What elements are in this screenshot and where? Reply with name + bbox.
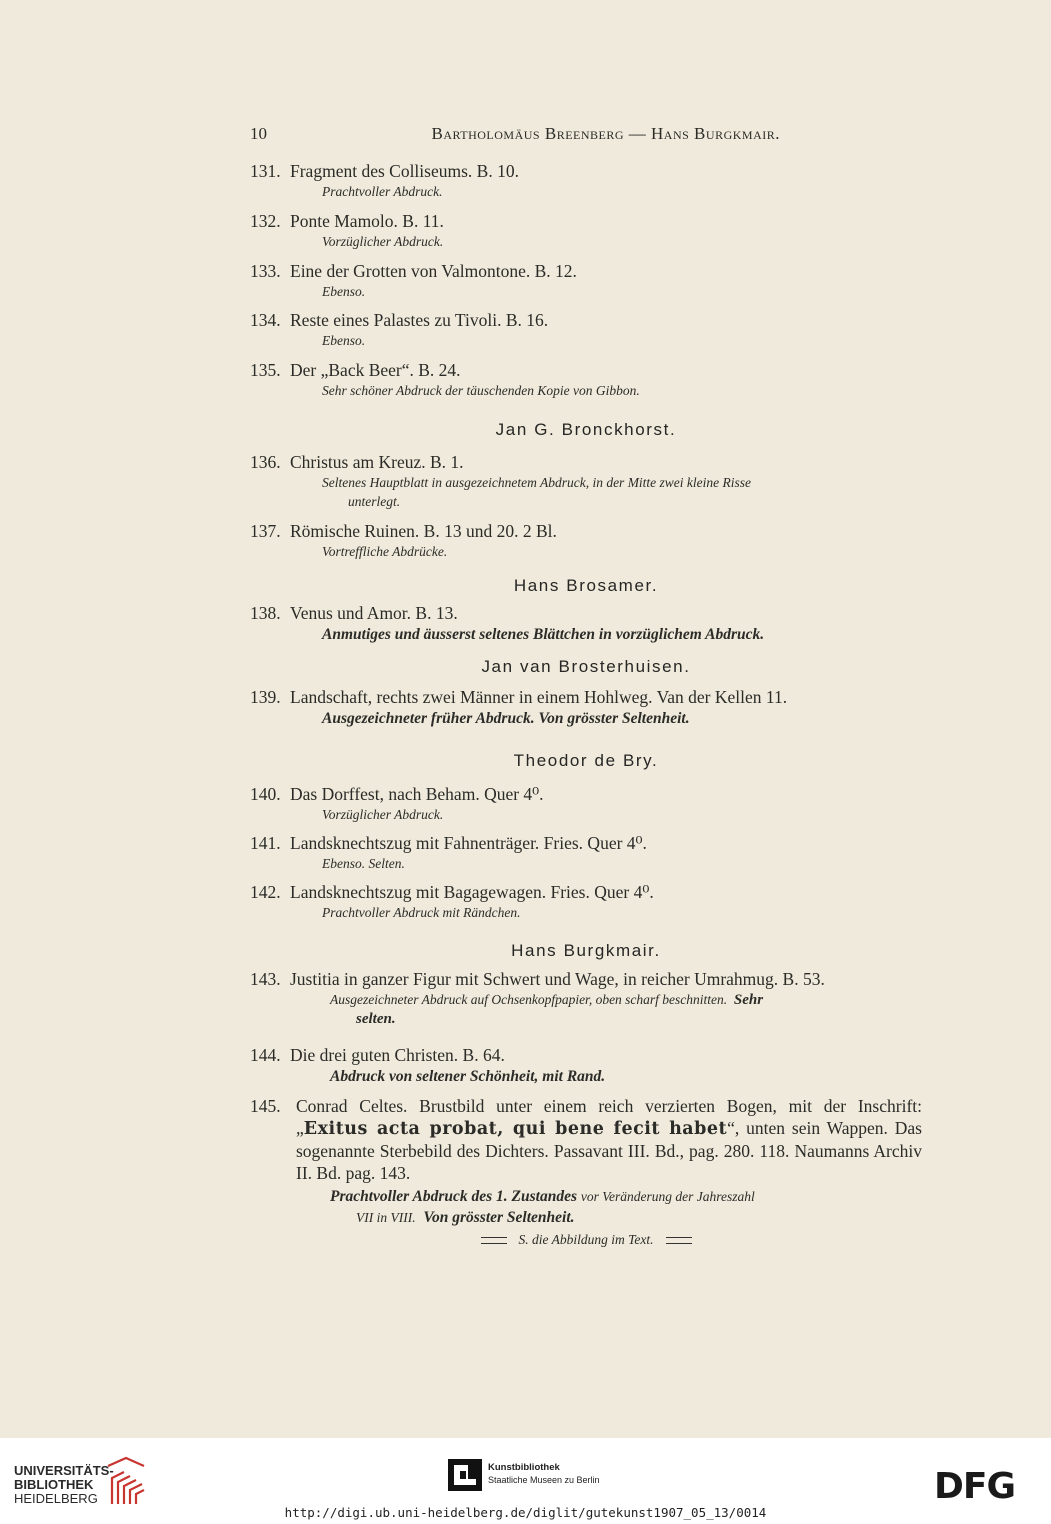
entry-note: Ebenso. xyxy=(322,333,366,348)
entry-title: Landschaft, rechts zwei Männer in einem Hohlweg. Van der Kellen 11. xyxy=(290,687,788,707)
entry-number: 140. xyxy=(250,784,281,804)
catalog-entry-132 xyxy=(250,210,922,251)
entry-note: Prachtvoller Abdruck. xyxy=(322,184,443,199)
entry-note-bold-b: Von grösster Seltenheit. xyxy=(423,1209,575,1226)
entry-note-emphasis: Sehr xyxy=(733,992,764,1008)
entry-number: 133. xyxy=(250,261,281,281)
catalog-entry-133 xyxy=(250,260,922,301)
library-logo-text[interactable] xyxy=(14,1464,114,1506)
entry-title: Justitia in ganzer Figur mit Schwert und Wage, in reicher Umrahmug. B. 53. xyxy=(290,969,825,989)
entry-number: 134. xyxy=(250,310,281,330)
entry-number: 138. xyxy=(250,603,281,623)
entry-title: Römische Ruinen. B. 13 und 20. 2 Bl. xyxy=(290,521,557,541)
entry-title: Eine der Grotten von Valmontone. B. 12. xyxy=(290,261,577,281)
entry-note-bold: Prachtvoller Abdruck des 1. Zustandes xyxy=(330,1188,578,1205)
entry-note-continuation: selten. xyxy=(356,1011,396,1027)
kb-subtitle: Staatliche Museen zu Berlin xyxy=(488,1475,600,1485)
entry-note-continuation: unterlegt. xyxy=(348,494,401,509)
figure-reference xyxy=(250,1230,922,1249)
catalog-entry-135 xyxy=(250,359,922,400)
entry-title: Die drei guten Christen. B. 64. xyxy=(290,1045,505,1065)
entry-number: 136. xyxy=(250,452,281,472)
entry-note: Vorzüglicher Abdruck. xyxy=(322,807,444,822)
entry-text-a: Conrad Celtes. Brustbild unter einem reich verzierten Bogen, mit der Inschrift: „ xyxy=(296,1096,922,1138)
entry-note: Ebenso. xyxy=(322,284,366,299)
entry-body xyxy=(250,1095,922,1184)
catalog-entry-145 xyxy=(250,1095,922,1249)
double-rule-right xyxy=(666,1237,692,1244)
entry-note-continuation xyxy=(330,1207,922,1228)
catalog-entry-134 xyxy=(250,309,922,350)
section-heading-brosamer: Hans Brosamer. xyxy=(513,576,659,595)
entry-note xyxy=(250,473,922,511)
entry-note: Prachtvoller Abdruck mit Rändchen. xyxy=(322,905,521,920)
entry-note-text: Ausgezeichneter Abdruck auf Ochsenkopfpapier, oben scharf beschnitten. xyxy=(330,992,728,1007)
entry-number: 135. xyxy=(250,360,281,380)
dfg-logo[interactable]: DFG xyxy=(934,1466,1016,1507)
entry-note xyxy=(250,1186,922,1228)
entry-note: Vortreffliche Abdrücke. xyxy=(322,544,448,559)
entry-number: 143. xyxy=(250,969,281,989)
entry-note-italic: vor Veränderung der Jahreszahl xyxy=(580,1189,755,1204)
entry-note-text: Seltenes Hauptblatt in ausgezeichnetem Abdruck, in der Mitte zwei kleine Risse xyxy=(322,475,752,490)
entry-number: 137. xyxy=(250,521,281,541)
entry-note: Anmutiges und äusserst seltenes Blättchen in vorzüglichem Abdruck. xyxy=(322,626,765,643)
entry-number: 131. xyxy=(250,161,281,181)
entry-note: Abdruck von seltener Schönheit, mit Rand. xyxy=(330,1068,606,1085)
catalog-entry-142 xyxy=(250,881,922,922)
catalog-entry-139 xyxy=(250,686,922,729)
entry-inscription: Exitus acta probat, qui bene fecit habet xyxy=(303,1119,728,1139)
entry-number: 142. xyxy=(250,882,281,902)
ub-heidelberg-logo-icon[interactable] xyxy=(104,1456,148,1508)
page-header xyxy=(250,124,780,146)
entry-number: 132. xyxy=(250,211,281,231)
entry-number: 141. xyxy=(250,833,281,853)
figure-reference-text: S. die Abbildung im Text. xyxy=(518,1232,654,1247)
entry-title: Landsknechtszug mit Bagagewagen. Fries. Quer 4⁰. xyxy=(290,882,654,902)
entry-title: Das Dorffest, nach Beham. Quer 4⁰. xyxy=(290,784,544,804)
entry-note: Ebenso. Selten. xyxy=(322,856,405,871)
entry-title: Der „Back Beer“. B. 24. xyxy=(290,360,461,380)
section-heading-bry: Theodor de Bry. xyxy=(513,751,659,770)
entry-title: Landsknechtszug mit Fahnenträger. Fries. Quer 4⁰. xyxy=(290,833,647,853)
catalog-entry-141 xyxy=(250,832,922,873)
catalog-entry-143 xyxy=(250,968,922,1029)
section-heading-brosterhuisen: Jan van Brosterhuisen. xyxy=(481,657,691,676)
section-heading-burgkmair: Hans Burgkmair. xyxy=(511,941,661,960)
catalog-entry-136 xyxy=(250,451,922,511)
kb-name: Kunstbibliothek xyxy=(488,1462,560,1473)
entry-text-b: “, unten sein Wappen. Das sogenannte Sterbebild des Dichters. Passavant III. Bd., pag. 280. 118. Naumanns Archiv II. Bd. pag. 143. xyxy=(296,1118,922,1183)
catalog-entry-140 xyxy=(250,783,922,824)
entry-title: Reste eines Palastes zu Tivoli. B. 16. xyxy=(290,310,549,330)
entry-number: 144. xyxy=(250,1045,281,1065)
kunstbibliothek-text xyxy=(488,1461,600,1487)
library-name-line2: BIBLIOTHEK xyxy=(14,1477,94,1492)
entry-number: 139. xyxy=(250,687,281,707)
entry-title: Venus und Amor. B. 13. xyxy=(290,603,458,623)
entry-title: Fragment des Colliseums. B. 10. xyxy=(290,161,519,181)
entry-title: Christus am Kreuz. B. 1. xyxy=(290,452,464,472)
catalog-entry-131 xyxy=(250,160,922,201)
double-rule-left xyxy=(481,1237,507,1244)
library-name-line3: HEIDELBERG xyxy=(14,1491,98,1506)
entry-number: 145. xyxy=(250,1096,281,1116)
entry-note-cont-text: VII in VIII. xyxy=(356,1210,416,1225)
catalog-entry-144 xyxy=(250,1044,922,1087)
permalink-url[interactable]: http://digi.ub.uni-heidelberg.de/diglit/gutekunst1907_05_13/0014 xyxy=(284,1505,767,1520)
library-name-line1: UNIVERSITÄTS- xyxy=(14,1463,114,1478)
entry-note: Ausgezeichneter früher Abdruck. Von grösster Seltenheit. xyxy=(322,710,690,727)
page-number: 10 xyxy=(250,124,267,143)
catalog-entry-137 xyxy=(250,520,922,561)
entry-title: Ponte Mamolo. B. 11. xyxy=(290,211,444,231)
catalog-entry-138 xyxy=(250,602,922,645)
entry-note: Sehr schöner Abdruck der täuschenden Kopie von Gibbon. xyxy=(322,383,640,398)
entry-note: Vorzüglicher Abdruck. xyxy=(322,234,444,249)
kunstbibliothek-logo-icon[interactable] xyxy=(448,1459,482,1491)
section-heading-bronckhorst: Jan G. Bronckhorst. xyxy=(495,420,677,439)
running-title: Bartholomäus Breenberg — Hans Burgkmair. xyxy=(431,124,780,143)
entry-note xyxy=(250,990,922,1029)
